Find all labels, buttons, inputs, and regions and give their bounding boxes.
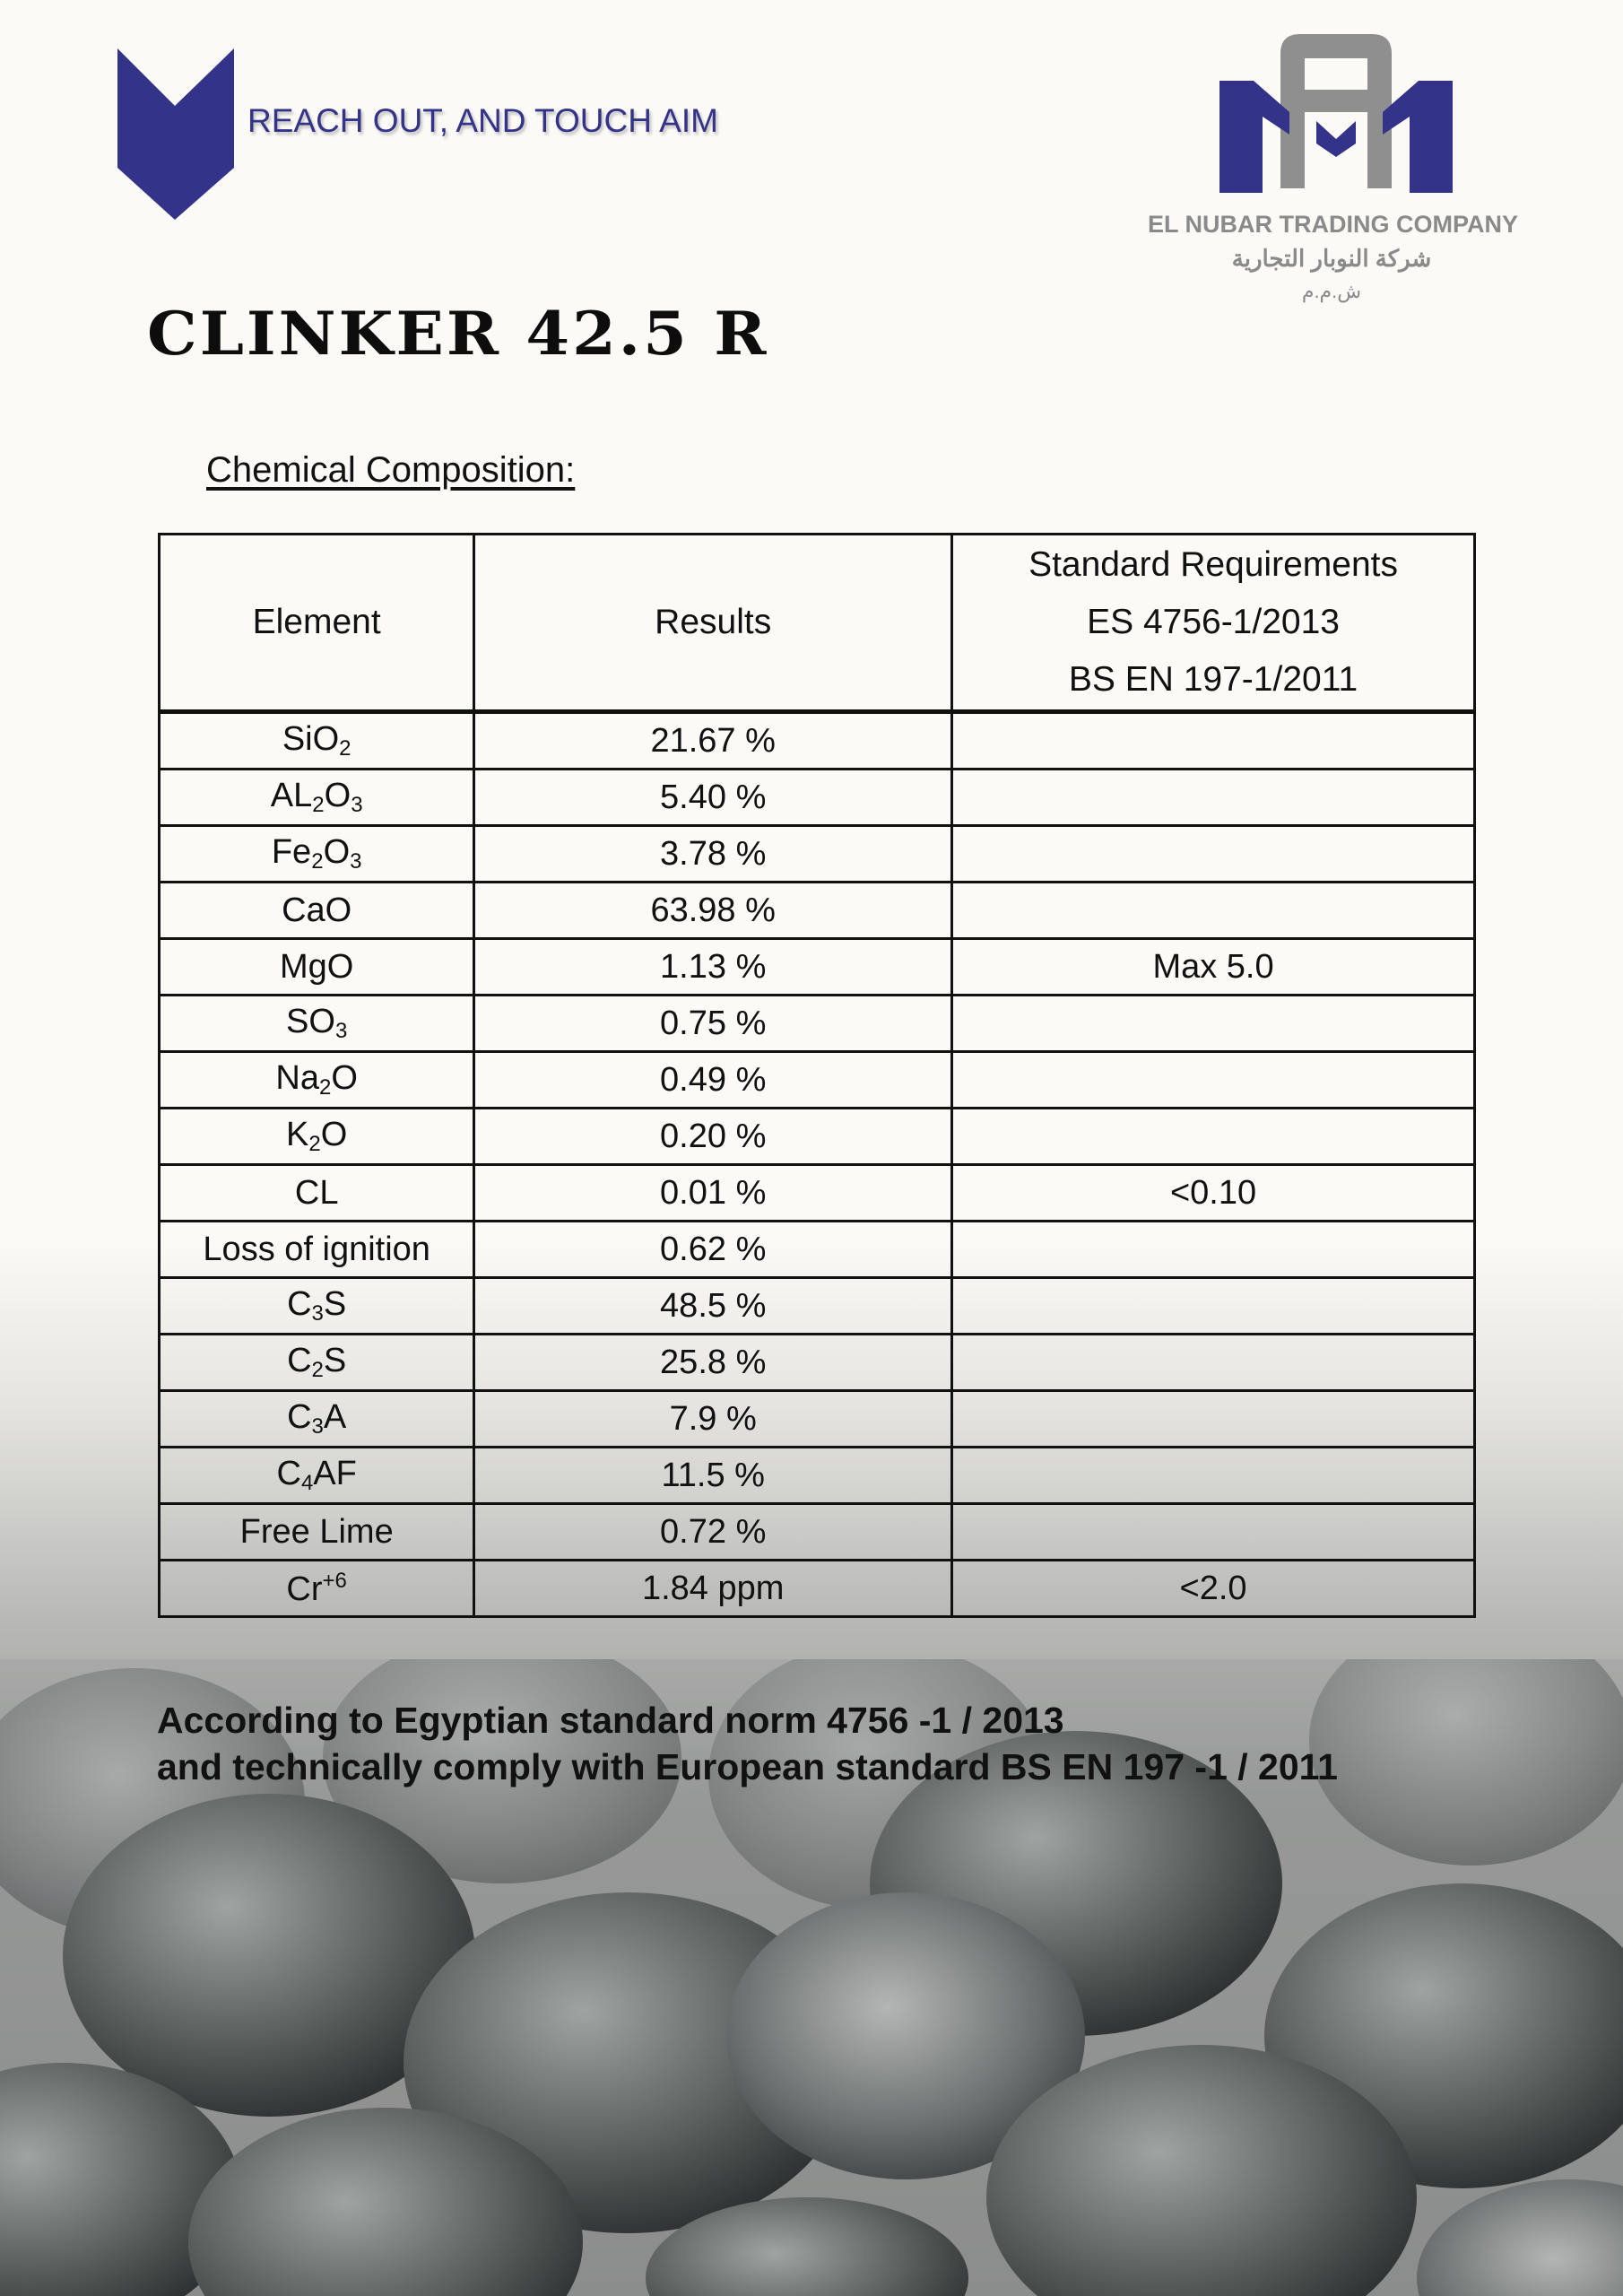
chevron-logo-icon (115, 47, 240, 226)
element-formula-part: S (323, 1342, 347, 1379)
element-formula-part: MgO (279, 947, 354, 986)
header-standard (952, 535, 1475, 712)
cell-element (160, 1109, 474, 1165)
element-formula (287, 1285, 347, 1326)
element-formula-part: 3 (351, 793, 363, 817)
table-row (160, 1052, 1475, 1109)
table-row (160, 1109, 1475, 1165)
element-formula-part: Loss of ignition (203, 1230, 430, 1268)
element-formula (270, 777, 363, 817)
cell-result: 3.78 % (474, 826, 952, 883)
slogan-text: REACH OUT, AND TOUCH AIM (247, 102, 718, 139)
element-formula (240, 1513, 394, 1551)
cell-element (160, 1504, 474, 1561)
element-formula-part: K (286, 1116, 309, 1153)
table-header-row (160, 535, 1475, 712)
table-row (160, 1165, 1475, 1222)
element-formula (271, 833, 362, 874)
element-formula (287, 1342, 347, 1382)
header-standard-line3: BS EN 197-1/2011 (1068, 660, 1358, 699)
table-row (160, 712, 1475, 770)
table-row (160, 1504, 1475, 1561)
table-body (160, 712, 1475, 1617)
element-formula-part: 2 (339, 736, 352, 761)
element-formula-part: AL (270, 777, 313, 814)
element-formula (286, 1003, 348, 1043)
element-formula-part: +6 (322, 1568, 347, 1593)
header-element: Element (160, 535, 474, 712)
table-row (160, 1448, 1475, 1504)
cell-result: 25.8 % (474, 1335, 952, 1391)
element-formula-part: 3 (311, 1414, 324, 1439)
element-formula-part: 2 (311, 849, 324, 874)
element-formula (203, 1231, 430, 1268)
cell-result: 0.75 % (474, 996, 952, 1052)
element-formula-part: C (287, 1398, 312, 1436)
cell-element (160, 883, 474, 939)
element-formula-part: 2 (311, 1358, 324, 1382)
cell-element (160, 1165, 474, 1222)
element-formula-part: C (287, 1285, 312, 1323)
element-formula-part: 4 (300, 1471, 314, 1495)
cell-result: 1.84 ppm (474, 1561, 952, 1617)
cell-standard: <2.0 (952, 1561, 1475, 1617)
document-title: CLINKER 42.5 R (147, 298, 769, 369)
cell-standard (952, 1335, 1475, 1391)
element-formula-part: Cr (286, 1570, 323, 1608)
element-formula-part: O (323, 833, 351, 871)
cell-result: 11.5 % (474, 1448, 952, 1504)
cell-element (160, 1448, 474, 1504)
element-formula (286, 1570, 346, 1608)
table-row (160, 826, 1475, 883)
company-legal-form-arabic: ش.م.م (1301, 280, 1362, 302)
cell-standard (952, 1278, 1475, 1335)
element-formula-part: Free Lime (239, 1512, 394, 1551)
table-row (160, 1391, 1475, 1448)
header-results: Results (474, 535, 952, 712)
element-formula-part: SiO (282, 720, 340, 758)
element-formula-part: 3 (350, 849, 362, 874)
cell-standard (952, 770, 1475, 826)
cell-element (160, 712, 474, 770)
element-formula-part: Fe (271, 833, 312, 871)
cell-element (160, 1052, 474, 1109)
table-row (160, 996, 1475, 1052)
element-formula (287, 1398, 347, 1439)
cell-result: 7.9 % (474, 1391, 952, 1448)
element-formula (280, 948, 353, 986)
element-formula-part: Na (275, 1059, 319, 1097)
cell-result: 21.67 % (474, 712, 952, 770)
table-row (160, 883, 1475, 939)
element-formula-part: SO (286, 1003, 335, 1040)
cell-element (160, 1335, 474, 1391)
element-formula-part: 3 (311, 1301, 324, 1326)
cell-element (160, 1222, 474, 1278)
section-heading: Chemical Composition: (206, 450, 576, 490)
element-formula-part: 2 (312, 793, 325, 817)
cell-element (160, 996, 474, 1052)
cell-standard (952, 1504, 1475, 1561)
element-formula-part: AF (313, 1455, 357, 1492)
table-row (160, 1335, 1475, 1391)
element-formula (282, 720, 352, 761)
cell-result: 0.01 % (474, 1165, 952, 1222)
element-formula (276, 1455, 357, 1495)
cell-element (160, 1561, 474, 1617)
cell-standard (952, 1109, 1475, 1165)
cell-result: 0.62 % (474, 1222, 952, 1278)
cell-standard: Max 5.0 (952, 939, 1475, 996)
cell-standard (952, 1052, 1475, 1109)
footnote (157, 1697, 1338, 1790)
element-formula-part: S (323, 1285, 347, 1323)
element-formula-part: O (324, 777, 352, 814)
table-row (160, 1561, 1475, 1617)
cell-result: 63.98 % (474, 883, 952, 939)
slogan-logo (115, 47, 725, 226)
header-standard-line2: ES 4756-1/2013 (1087, 603, 1340, 641)
element-formula-part: 3 (334, 1019, 348, 1043)
element-formula-part: CaO (282, 891, 352, 929)
table-row (160, 770, 1475, 826)
cell-result: 48.5 % (474, 1278, 952, 1335)
cell-result: 0.20 % (474, 1109, 952, 1165)
company-name-english: EL NUBAR TRADING COMPANY (1148, 211, 1519, 238)
footnote-line1: According to Egyptian standard norm 4756 -1 / 2013 (157, 1700, 1064, 1741)
cell-standard (952, 712, 1475, 770)
element-formula (275, 1059, 358, 1100)
chemical-composition-table (158, 533, 1476, 1618)
element-formula-part: O (331, 1059, 358, 1097)
cell-standard (952, 826, 1475, 883)
cell-element (160, 1278, 474, 1335)
element-formula-part: C (287, 1342, 312, 1379)
element-formula-part: A (323, 1398, 347, 1436)
element-formula-part: 2 (308, 1132, 321, 1156)
element-formula-part: O (320, 1116, 348, 1153)
element-formula (282, 891, 352, 929)
company-name-arabic: شركة النوبار التجارية (1231, 245, 1432, 272)
cell-result: 0.49 % (474, 1052, 952, 1109)
cell-element (160, 770, 474, 826)
element-formula (295, 1174, 339, 1212)
table-row (160, 1222, 1475, 1278)
company-logo (1148, 27, 1524, 314)
header-standard-line1: Standard Requirements (1028, 545, 1398, 584)
cell-standard (952, 1391, 1475, 1448)
cell-standard (952, 1222, 1475, 1278)
footnote-line2: and technically comply with European standard BS EN 197 -1 / 2011 (157, 1746, 1338, 1787)
element-formula-part: CL (294, 1173, 339, 1212)
cell-result: 0.72 % (474, 1504, 952, 1561)
element-formula-part: C (276, 1455, 301, 1492)
cell-element (160, 1391, 474, 1448)
cell-standard: <0.10 (952, 1165, 1475, 1222)
cell-element (160, 939, 474, 996)
element-formula (286, 1116, 348, 1156)
table-row (160, 1278, 1475, 1335)
cell-standard (952, 883, 1475, 939)
cell-standard (952, 1448, 1475, 1504)
cell-element (160, 826, 474, 883)
cell-result: 1.13 % (474, 939, 952, 996)
cell-result: 5.40 % (474, 770, 952, 826)
company-monogram-icon (1219, 27, 1453, 206)
element-formula-part: 2 (319, 1075, 332, 1100)
table-row (160, 939, 1475, 996)
cell-standard (952, 996, 1475, 1052)
